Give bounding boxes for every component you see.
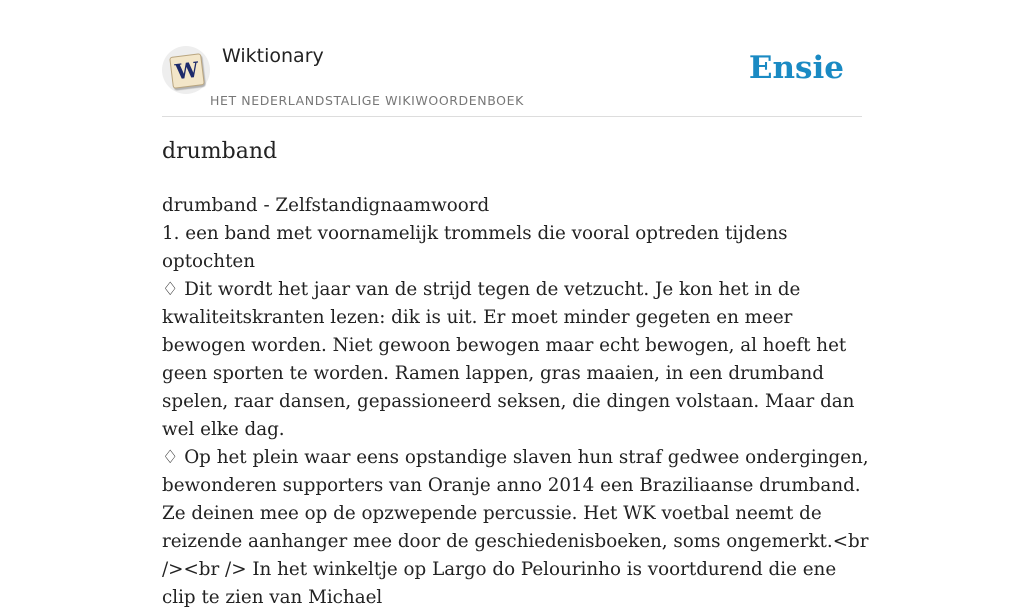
headword-line: drumband - Zelfstandignaamwoord bbox=[162, 195, 490, 216]
site-tagline: HET NEDERLANDSTALIGE WIKIWOORDENBOEK bbox=[210, 93, 524, 108]
brand-logo[interactable]: Ensie bbox=[748, 50, 844, 86]
site-header bbox=[162, 40, 862, 117]
page-title: drumband bbox=[162, 139, 278, 164]
wiktionary-logo-icon[interactable] bbox=[162, 46, 210, 94]
entry-body bbox=[162, 192, 872, 612]
site-name[interactable]: Wiktionary bbox=[222, 45, 324, 67]
definition: 1. een band met voornamelijk trommels die vooral optreden tijdens optochten bbox=[162, 223, 788, 272]
example-quote: ♢ Op het plein waar eens opstandige slaven hun straf gedwee ondergingen, bewonderen supporters van Oranje anno 2014 een Braziliaanse drumband. Ze deinen mee op de opzwepende percussie. Het WK voetbal neemt de reizende aanhanger mee door de geschiedenisboeken, soms ongemerkt.<br /><br /> In het winkeltje op Largo do Pelourinho is voortdurend die ene clip te zien van Michael bbox=[162, 447, 869, 608]
logo-tile: W bbox=[169, 53, 205, 89]
example-quote: ♢ Dit wordt het jaar van de strijd tegen de vetzucht. Je kon het in de kwaliteitskranten lezen: dik is uit. Er moet minder gegeten en meer bewogen worden. Niet gewoon bewogen maar echt bewogen, al hoeft het geen sporten te worden. Ramen lappen, gras maaien, in een drumband spelen, raar dansen, gepassioneerd seksen, die dingen volstaan. Maar dan wel elke dag. bbox=[162, 279, 855, 440]
